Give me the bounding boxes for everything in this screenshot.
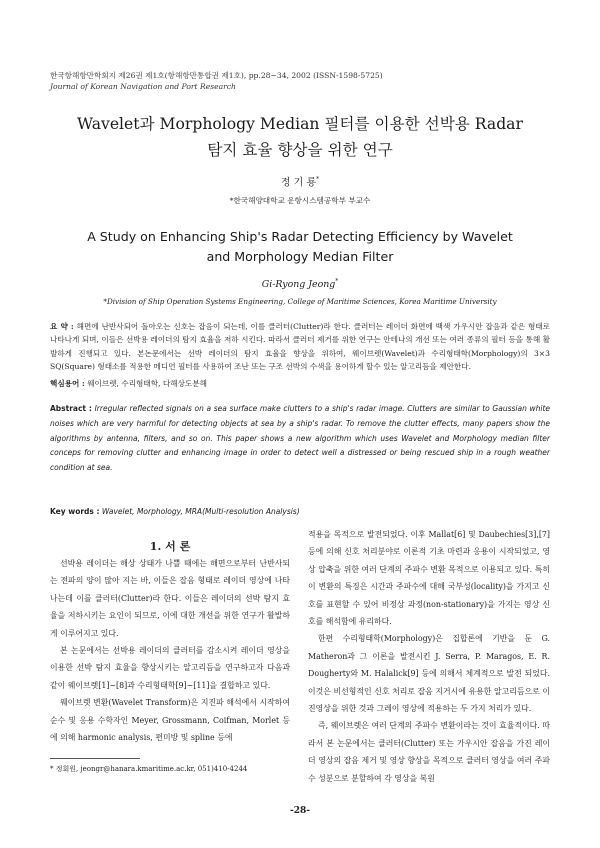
title-ko-line1: Wavelet과 Morphology Median 필터를 이용한 선박용 Radar	[77, 115, 523, 133]
footnote-divider	[50, 758, 140, 759]
abstract-ko-label: 요 약 :	[50, 322, 74, 331]
left-paragraph-1: 선박용 레이더는 해상 상태가 나쁠 때에는 해면으로부터 난반사되는 전파의 양이 많아 지는 바, 이들은 잡음 형태로 레이더 영상에 나타나는데 이를 클러터(Clutter)라 한다. 이들은 레이더의 선박 탐지 효율을 저하시키는 요인이 되므로, 이에 대한 개선을 위한 연구가 활발하게 이루어지고 있다.	[50, 559, 290, 638]
abstract-en-text: Irregular reflected signals on a sea surface make clutters to a ship's radar image. Clutters are similar to Gaussian white noises which are very harmful for detecting objects at sea by a ship's radar. To remove the clutter effects, many papers show the algorithms by antenna, filters, and so on. This paper shows a new algorithm which uses Wavelet and Morphology median filter conceps for removing clutter and enhancing image in order to detect well a distressed or being rescued ship in a rough weather condition at sea.	[50, 404, 551, 473]
author-en	[40, 278, 560, 290]
title-ko-line2: 탐지 효율 향상을 위한 연구	[207, 141, 393, 159]
journal-citation: 한국항해항만학회지 제26권 제1호(항해항만통합권 제1호), pp.28~34, 2002 (ISSN-1598-5725)	[50, 71, 383, 80]
right-paragraph-1: 적용을 목적으로 발전되었다. 이후 Mallat[6] 및 Daubechies[3],[7] 등에 의해 신호 처리분야로 이론적 기초 마련과 응용이 시작되었고, 영상 압축을 위한 여러 단계의 주파수 변환 목적으로 이용되고 있다. 특히 이 변환의 특징은 시간과 주파수에 대해 국부성(locality)을 가지고 신호를 표현할 수 있어 비정상 과정(non-stationary)을 가지는 영상 신호를 해석함에 유리하다.	[308, 530, 550, 627]
keywords-en-label: Key words :	[50, 507, 100, 516]
keywords-en-text: Wavelet, Morphology, MRA(Multi-resolution Analysis)	[101, 507, 300, 516]
keywords-ko	[50, 377, 550, 390]
affiliation-en: *Division of Ship Operation Systems Engineering, College of Maritime Sciences, Korea Maritime University	[103, 297, 497, 306]
keywords-ko-text: 웨이브렛, 수리형태학, 다해상도분해	[87, 379, 207, 388]
left-paragraph-2: 본 논문에서는 선박용 레이더의 클러터를 감소시켜 레이더 영상을 이용한 선박 탐지 효율을 향상시키는 알고리듬을 연구하고자 다음과 같이 웨이브렛[1]~[8]과 수리형태학[9]~[11]을 결합하고 있다.	[50, 646, 290, 690]
author-ko-name: 정 기 룡	[280, 177, 317, 189]
right-paragraph-2: 한편 수리형태학(Morphology)은 집합론에 기반을 둔 G. Matheron과 그 이론을 발전시킨 J. Serra, P. Maragos, E. R. Dougherty와 M. Halalick[9] 등에 의해서 체계적으로 발전 되었다. 이것은 비선형적인 신호 처리로 잡음 지거시에 유용한 알고리듬으로 이진영상을 위한 것과 그레이 영상에 적용하는 두 가지 처리가 있다.	[308, 634, 550, 714]
title-en-line2: and Morphology Median Filter	[206, 249, 394, 264]
keywords-en	[50, 505, 550, 518]
author-ko	[40, 173, 560, 190]
journal-name-en: Journal of Korean Navigation and Port Research	[50, 82, 236, 91]
footnote: * 정회원, jeongr@hanara.kmaritime.ac.kr, 051)410-4244	[50, 765, 248, 773]
abstract-ko	[50, 320, 550, 374]
page-number: -28-	[290, 806, 310, 816]
author-en-mark: *	[335, 278, 339, 285]
author-ko-mark: *	[316, 176, 320, 183]
affiliation-ko: *한국해양대학교 운항시스템공학부 부교수	[229, 196, 371, 205]
left-column	[50, 555, 290, 746]
abstract-en	[50, 402, 550, 476]
right-column	[308, 526, 550, 787]
author-en-name: Gi-Ryong Jeong	[261, 279, 336, 291]
abstract-ko-text: 해면에 난반사되어 돌아오는 신호는 잡음이 되는데, 이를 클러터(Clutter)라 한다. 클러터는 레이더 화면에 백색 가우시안 잡음과 같은 형태로 나타나게 되며, 이들은 선박용 레이더의 탐지 효율을 저하 시킨다. 따라서 클러터 제거를 위한 연구는 안테나의 개선 또는 여러 종류의 필터 등을 통해 활발하게 진행되고 있다. 본논문에서는 선박 레이더의 탐지 효율을 향상을 위하여, 웨이브렛(Wavelet)과 수리형태학(Morphology)의 3×3 SQ(Square) 형태소를 적용한 메디언 필터를 사용하여 조난 또는 구조 선박의 수색을 용이하게 할수 있는 알고리듬을 제안한다.	[50, 322, 550, 372]
title-en-line1: A Study on Enhancing Ship's Radar Detecting Efficiency by Wavelet	[87, 229, 513, 244]
left-paragraph-3: 웨이브렛 변환(Wavelet Transform)은 지진파 해석에서 시작하여 순수 및 응용 수학자인 Meyer, Grossmann, Coifman, Morlet 등에 의해 harmonic analysis, 편미방 및 spline 등에	[50, 698, 290, 743]
abstract-en-label: Abstract :	[50, 404, 92, 413]
right-paragraph-3: 즉, 웨이브렛은 여러 단계의 주파수 변환이라는 것이 효율적이다. 따라서 본 논문에서는 클러터(Clutter) 또는 가우시안 잡음을 가진 레이더 영상의 잡음 제거 및 영상 향상을 목적으로 클러터 영상을 여러 주파수 성분으로 분할하여 각 영상을 복원	[308, 721, 550, 783]
section-heading-introduction: 1. 서 론	[149, 540, 191, 553]
keywords-ko-label: 핵심용어 :	[50, 379, 85, 388]
